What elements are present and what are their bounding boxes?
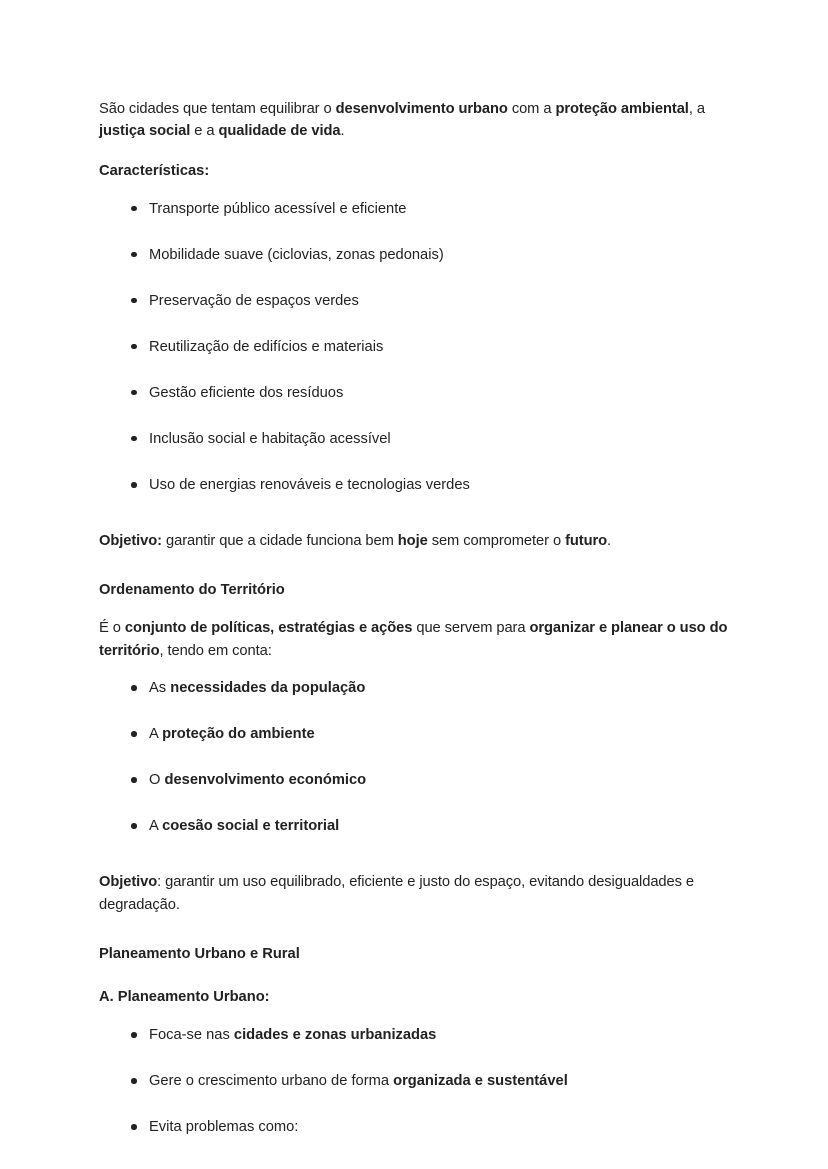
intro-text-3: , a — [688, 101, 705, 117]
spacer — [99, 851, 729, 871]
objetivo-bold-hoje: hoje — [397, 533, 428, 550]
ordenamento-list — [99, 677, 729, 837]
intro-text-1: São cidades que tentam equilibrar o — [99, 101, 336, 117]
list-item: Mobilidade suave (ciclovias, zonas pedonais) — [99, 244, 729, 266]
list-item — [99, 677, 729, 699]
list-item — [99, 769, 729, 791]
list-item: Uso de energias renováveis e tecnologias verdes — [99, 474, 729, 496]
ordenamento-text-1: É o — [99, 620, 125, 637]
objetivo-text-1c: . — [607, 533, 612, 550]
caracteristicas-list — [99, 198, 729, 496]
list-item-lead: O — [149, 772, 165, 789]
list-item: Reutilização de edifícios e materiais — [99, 336, 729, 358]
list-item-bold: necessidades da população — [170, 680, 366, 697]
ordenamento-heading: Ordenamento do Território — [99, 582, 285, 599]
spacer — [99, 510, 729, 530]
list-item-bold: desenvolvimento económico — [164, 772, 367, 789]
list-item: Inclusão social e habitação acessível — [99, 428, 729, 450]
planeamento-heading: Planeamento Urbano e Rural — [99, 946, 300, 963]
caracteristicas-heading: Características: — [99, 162, 210, 179]
list-item — [99, 1116, 729, 1138]
list-item-lead: Gere o crescimento urbano de forma — [149, 1073, 394, 1090]
objetivo-label-1: Objetivo: — [99, 533, 162, 550]
intro-bold-justica-social: justiça social — [99, 123, 191, 140]
list-item — [99, 723, 729, 745]
list-item: Gestão eficiente dos resíduos — [99, 382, 729, 404]
list-item-lead: A — [149, 726, 163, 743]
objetivo-paragraph-2 — [99, 871, 729, 916]
objetivo-text-1a: garantir que a cidade funciona bem — [162, 533, 398, 550]
objetivo-text-1b: sem comprometer o — [427, 533, 566, 550]
list-item-lead: Foca-se nas — [149, 1027, 234, 1044]
objetivo-paragraph-1 — [99, 530, 729, 552]
list-item-lead: As — [149, 680, 171, 697]
intro-text-5: . — [340, 123, 345, 140]
ordenamento-bold-conjunto: conjunto de políticas, estratégias e ações — [124, 620, 413, 637]
list-item-bold: coesão social e territorial — [162, 818, 340, 835]
list-item — [99, 1070, 729, 1092]
list-item: Preservação de espaços verdes — [99, 290, 729, 312]
ordenamento-text-3: , tendo em conta: — [159, 642, 272, 659]
list-item-bold: cidades e zonas urbanizadas — [233, 1027, 437, 1044]
list-item-lead: A — [149, 818, 163, 835]
ordenamento-bold-organizar: organizar e planear o uso do território — [99, 620, 728, 659]
list-item: Transporte público acessível e eficiente — [99, 198, 729, 220]
intro-text-2: com a — [507, 101, 556, 117]
list-item-bold: organizada e sustentável — [393, 1073, 568, 1090]
list-item-bold: proteção do ambiente — [162, 726, 315, 743]
ordenamento-intro-paragraph — [99, 617, 729, 662]
intro-bold-qualidade-de-vida: qualidade de vida — [218, 123, 341, 140]
intro-paragraph — [99, 98, 729, 143]
intro-text-4: e a — [190, 123, 219, 140]
planeamento-urbano-heading: A. Planeamento Urbano: — [99, 989, 270, 1006]
ordenamento-text-2: que servem para — [412, 620, 530, 637]
document-content — [99, 98, 729, 1152]
list-item — [99, 1024, 729, 1046]
list-item-lead: Evita problemas como: — [149, 1119, 299, 1136]
objetivo-label-2: Objetivo — [99, 874, 158, 891]
objetivo-bold-futuro: futuro — [565, 533, 608, 550]
objetivo-text-2: : garantir um uso equilibrado, eficiente e justo do espaço, evitando desigualdades e degradação. — [99, 874, 694, 913]
planeamento-urbano-list — [99, 1024, 729, 1138]
intro-bold-protecao-ambiental: proteção ambiental — [555, 101, 689, 117]
list-item — [99, 815, 729, 837]
intro-bold-desenvolvimento-urbano: desenvolvimento urbano — [335, 101, 508, 117]
